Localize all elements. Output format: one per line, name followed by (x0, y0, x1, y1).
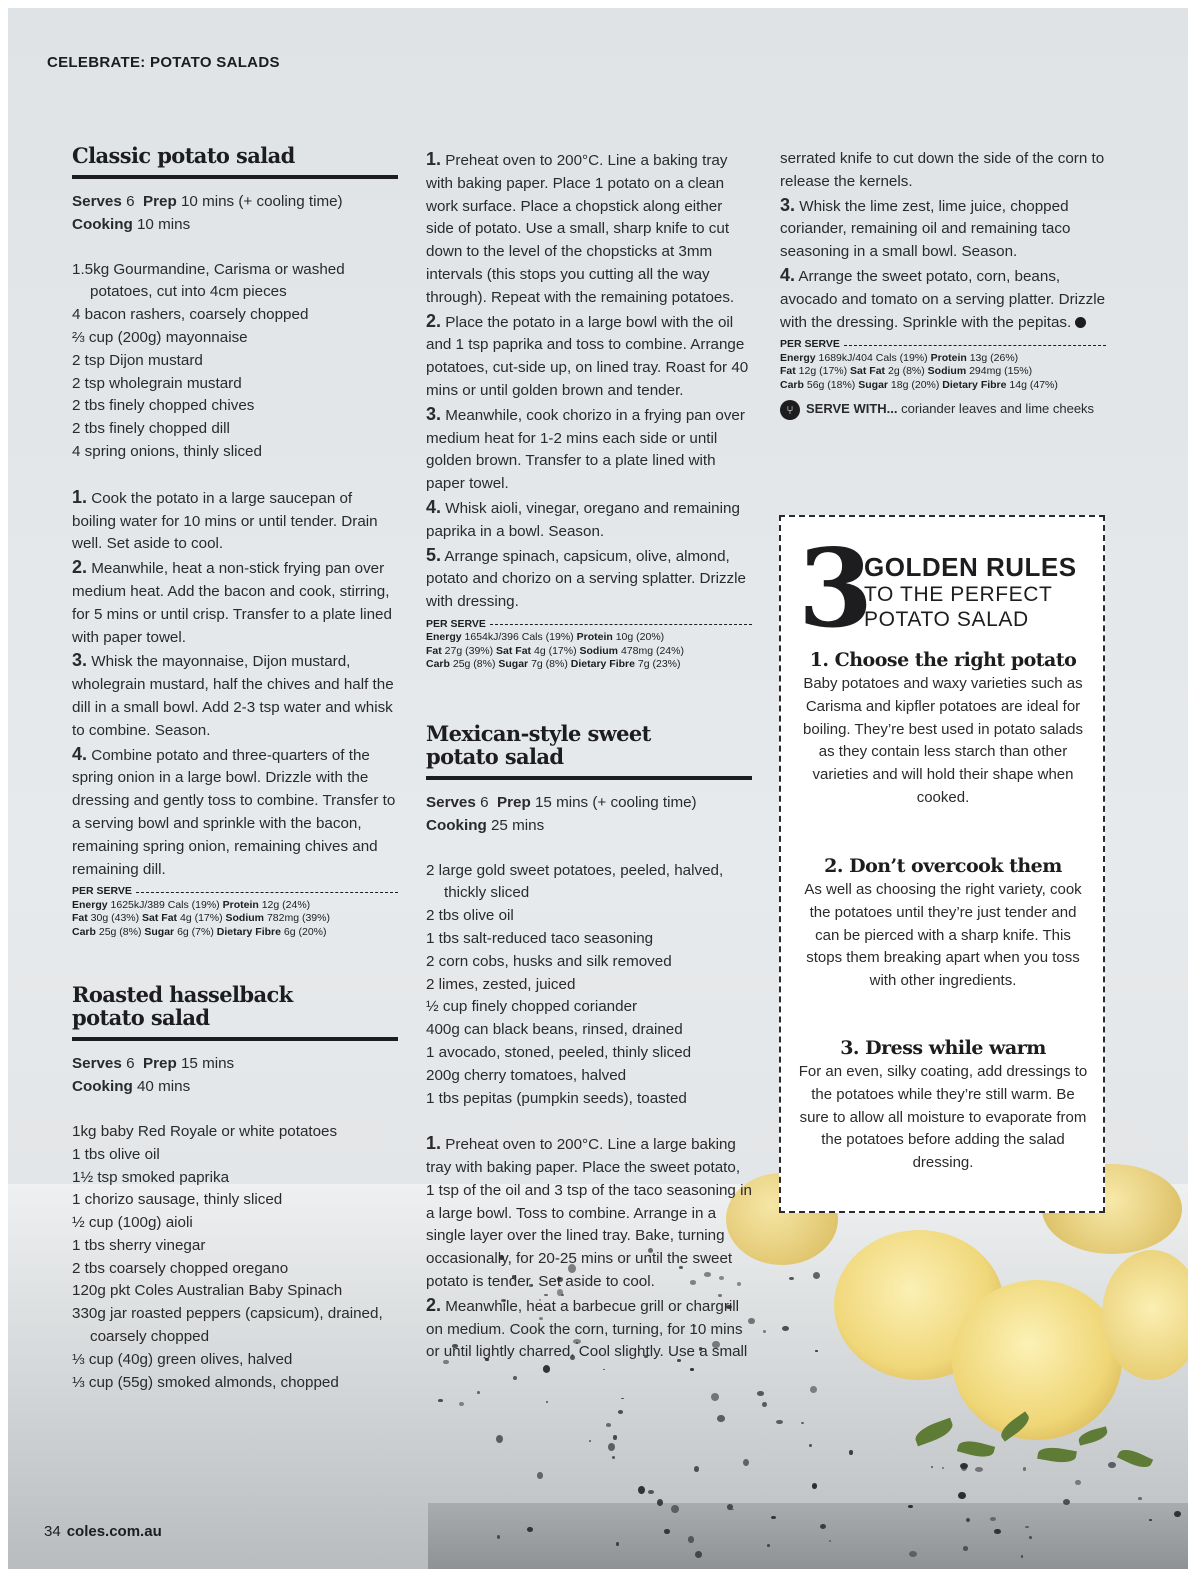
nutrient-value: 56g (18%) (806, 378, 856, 391)
speck (908, 1505, 913, 1508)
nutrient-value: 782mg (39%) (266, 912, 330, 925)
rule-3 (797, 1035, 1089, 1175)
method-step (426, 544, 752, 614)
box-heading-line3: POTATO SALAD (864, 608, 1029, 631)
speck (546, 1401, 548, 1403)
nutrient-value: 18g (20%) (890, 378, 940, 391)
nutrient-label: Carb (780, 378, 804, 391)
step-number: 4. (780, 264, 796, 285)
step-number: 4. (426, 496, 442, 517)
potato-photo (952, 1280, 1122, 1440)
ingredient-item: 2 tsp wholegrain mustard (72, 374, 242, 392)
nutrient-value: 25g (8%) (98, 925, 142, 938)
serves-value: 6 (126, 1055, 135, 1073)
speck (931, 1466, 933, 1467)
method-steps (72, 486, 398, 882)
rule-title: 1. Choose the right potato (809, 649, 1077, 671)
ingredient-item: 330g jar roasted peppers (capsicum), drained, coarsely chopped (72, 1305, 383, 1346)
method-step (426, 1294, 752, 1364)
nutrient-value: 478mg (24%) (620, 644, 684, 657)
nutrient-value: 27g (39%) (444, 644, 494, 657)
recipe-title (426, 722, 752, 768)
nutrient-value: 13g (26%) (969, 351, 1019, 364)
method-step (780, 194, 1106, 264)
nutrient-value: 6g (7%) (177, 925, 214, 938)
serves-label: Serves (72, 193, 122, 210)
step-text: Cook the potato in a large saucepan of boiling water for 10 mins or until tender. Drain well. Set aside to cool. (72, 489, 378, 553)
speck (690, 1368, 693, 1371)
nutrition-info (426, 618, 752, 672)
box-heading-line2: TO THE PERFECT (864, 583, 1053, 606)
ingredient-item: 2 tbs olive oil (426, 907, 514, 925)
speck (1025, 1526, 1029, 1528)
nutrient-label: Sat Fat (142, 912, 178, 925)
prep-label: Prep (496, 793, 531, 811)
method-step (426, 1132, 752, 1294)
nutrient-label: Energy (72, 898, 108, 911)
footer-site: coles.com.au (66, 1523, 162, 1540)
nutrition-row (426, 658, 752, 672)
nutrient-label: Energy (426, 631, 462, 644)
cooking-value: 40 mins (136, 1078, 191, 1096)
ingredient-item: 1 chorizo sausage, thinly sliced (72, 1191, 283, 1209)
speck (743, 1459, 749, 1466)
recipe-meta (72, 191, 398, 214)
prep-value: 15 mins (+ cooling time) (534, 793, 697, 811)
speck (762, 1402, 767, 1407)
nutrient-value: 14g (47%) (1009, 378, 1058, 391)
speck (612, 1456, 615, 1459)
recipe-title-line: Roasted hasselback (72, 982, 293, 1008)
step-number: 1. (426, 149, 442, 169)
ingredient-item: 120g pkt Coles Australian Baby Spinach (72, 1282, 343, 1300)
ingredient-item: ⅔ cup (200g) mayonnaise (72, 328, 248, 346)
dashed-rule (490, 624, 752, 625)
recipe-title-line: potato salad (426, 743, 564, 769)
method-step (426, 148, 752, 310)
nutrient-label: Fat (72, 912, 88, 925)
speck (1075, 1480, 1081, 1485)
rule-text: Baby potatoes and waxy varieties such as Carisma and kipfler potatoes are ideal for boiling. They’re best used in potato salads as they contain less starch than other varieties and will hold their shape when cooked. (803, 675, 1083, 806)
nutrition-row (72, 926, 398, 940)
nutrition-row (780, 365, 1106, 379)
box-heading (864, 552, 1077, 632)
step-number: 3. (72, 650, 88, 671)
nutrition-row (426, 645, 752, 659)
speck (960, 1463, 968, 1469)
speck (613, 1435, 617, 1440)
nutrition-row (426, 631, 752, 645)
recipe-meta (426, 815, 752, 838)
speck (789, 1277, 794, 1280)
nutrient-label: Dietary Fibre (570, 658, 635, 671)
page-number: 34 (44, 1523, 61, 1540)
nutrient-label: Fat (780, 365, 796, 378)
big-number: 3 (798, 526, 874, 652)
speck (994, 1529, 1000, 1534)
nutrient-label: Carb (72, 925, 96, 938)
recipe-meta (72, 1076, 398, 1099)
speck (757, 1391, 764, 1396)
step-number: 2. (426, 310, 442, 331)
cooking-value: 10 mins (136, 215, 191, 233)
nutrient-label: Sodium (927, 365, 967, 378)
section-label: CELEBRATE: POTATO SALADS (47, 54, 280, 71)
nutrient-value: 6g (20%) (283, 925, 327, 938)
end-mark-icon (1075, 317, 1086, 328)
speck (958, 1492, 965, 1499)
rule-text: For an even, silky coating, add dressings to the potatoes while they’re still warm. Be sure to allow all moisture to evaporate from the potatoes before adding the salad dressing. (798, 1063, 1088, 1172)
column-1 (72, 144, 398, 1394)
ingredient-item: 2 corn cobs, husks and silk removed (426, 952, 672, 970)
ingredient-item: 1kg baby Red Royale or white potatoes (72, 1122, 338, 1140)
nutrient-label: Protein (222, 898, 259, 911)
recipe-title-line: potato salad (72, 1005, 210, 1031)
speck (688, 1536, 694, 1542)
ingredient-list (72, 1121, 398, 1395)
serve-with-value: coriander leaves and lime cheeks (901, 401, 1095, 417)
nutrition-row (780, 352, 1106, 366)
recipe-title (72, 983, 398, 1029)
step-number: 5. (426, 544, 442, 565)
speck (527, 1527, 533, 1532)
speck (801, 1422, 804, 1424)
nutrient-label: Protein (930, 351, 967, 364)
nutrient-label: Sat Fat (850, 365, 886, 378)
nutrient-label: Carb (426, 658, 450, 671)
step-text: Meanwhile, cook chorizo in a frying pan over medium heat for 1-2 mins each side or until golden brown. Transfer to a plate lined with paper towel. (426, 406, 745, 493)
step-number: 2. (72, 557, 88, 578)
speck (810, 1386, 817, 1394)
nutrient-label: Sugar (144, 925, 175, 938)
step-number: 2. (426, 1294, 442, 1315)
step-number: 4. (72, 743, 88, 764)
speck (1149, 1519, 1152, 1521)
speck (815, 1350, 817, 1351)
cooking-value: 25 mins (490, 816, 545, 834)
speck (694, 1466, 699, 1472)
per-serve-heading (72, 885, 398, 899)
prep-label: Prep (142, 1055, 177, 1073)
speck (1174, 1511, 1181, 1517)
nutrition-row (780, 379, 1106, 393)
prep-label: Prep (142, 193, 177, 210)
prep-value: 15 mins (180, 1055, 235, 1073)
serves-label: Serves (72, 1055, 122, 1073)
ingredient-item: ½ cup (100g) aioli (72, 1214, 193, 1232)
ingredient-item: 1 tbs olive oil (72, 1145, 160, 1163)
ingredient-item: 1 tbs pepitas (pumpkin seeds), toasted (426, 1089, 687, 1107)
nutrient-value: 25g (8%) (452, 658, 496, 671)
speck (909, 1551, 917, 1557)
serves-label: Serves (426, 793, 476, 811)
step-text: Arrange spinach, capsicum, olive, almond, potato and chorizo on a serving splatter. Drizzle with dressing. (426, 547, 746, 611)
step-text: Whisk the lime zest, lime juice, chopped coriander, remaining oil and remaining taco seasoning in a small bowl. Season. (780, 197, 1071, 261)
per-serve-label: PER SERVE (72, 885, 132, 898)
ingredient-item: ⅓ cup (40g) green olives, halved (72, 1350, 293, 1368)
column-3 (780, 148, 1106, 420)
ingredient-item: 2 tsp Dijon mustard (72, 351, 203, 369)
step-text: Preheat oven to 200°C. Line a large baking tray with baking paper. Place the sweet potato, 1 tsp of the oil and 3 tsp of the taco seasoning in a large bowl. Toss to combine. Arrange in a single layer over the lined tray. Bake, turning occasionally, for 20-25 mins or until the sweet potato is tender. Set aside to cool. (426, 1136, 752, 1291)
nutrient-value: 30g (43%) (90, 912, 140, 925)
nutrition-info (780, 338, 1106, 392)
nutrient-value: 4g (17%) (179, 912, 223, 925)
nutrient-value: 10g (20%) (615, 631, 665, 644)
cooking-label: Cooking (72, 215, 133, 233)
serves-value: 6 (126, 193, 135, 210)
magazine-page (8, 8, 1188, 1569)
ingredient-item: 400g can black beans, rinsed, drained (426, 1021, 683, 1039)
step-text: Arrange the sweet potato, corn, beans, avocado and tomato on a serving platter. Drizzle with the dressing. Sprinkle with the pepitas. (780, 267, 1106, 331)
serve-with-label: SERVE WITH... (806, 401, 898, 417)
title-rule (72, 1037, 398, 1041)
recipe-meta (72, 1053, 398, 1076)
nutrient-label: Dietary Fibre (216, 925, 281, 938)
ingredient-item: 2 tbs coarsely chopped oregano (72, 1259, 289, 1277)
nutrition-info (72, 885, 398, 939)
rule-title: 2. Don’t overcook them (824, 855, 1062, 877)
nutrient-value: 7g (8%) (531, 658, 568, 671)
ingredient-item: 2 limes, zested, juiced (426, 975, 576, 993)
nutrient-value: 4g (17%) (533, 644, 577, 657)
nutrient-value: 1689kJ/404 Cals (19%) (818, 351, 928, 364)
speck (711, 1393, 719, 1401)
nutrient-value: 1654kJ/396 Cals (19%) (464, 631, 574, 644)
title-rule (426, 776, 752, 780)
recipe-meta (426, 792, 752, 815)
ingredient-list (72, 259, 398, 464)
cooking-label: Cooking (72, 1078, 133, 1096)
nutrient-value: 1625kJ/389 Cals (19%) (110, 898, 220, 911)
per-serve-heading (426, 618, 752, 632)
nutrient-value: 7g (23%) (637, 658, 681, 671)
ingredient-item: 1.5kg Gourmandine, Carisma or washed potatoes, cut into 4cm pieces (72, 260, 345, 301)
method-step (72, 556, 398, 649)
ingredient-item: 1 tbs sherry vinegar (72, 1236, 206, 1254)
per-serve-label: PER SERVE (426, 617, 486, 630)
serve-with-text (806, 400, 1094, 417)
ingredient-item: 1 tbs salt-reduced taco seasoning (426, 929, 654, 947)
rule-1 (797, 647, 1089, 810)
ingredient-item: 4 spring onions, thinly sliced (72, 442, 262, 460)
column-2 (426, 148, 752, 1364)
rule-2 (797, 853, 1089, 993)
method-step (72, 649, 398, 742)
speck (1108, 1462, 1115, 1468)
dashed-rule (136, 892, 398, 893)
step-text: Preheat oven to 200°C. Line a baking tray with baking paper. Place 1 potato on a clean work surface. Place a chopstick along either side of potato. Use a small, sharp knife to cut down to the level of the chopsticks at 3mm intervals (this stops you cutting all the way through). Repeat with the remaining potatoes. (426, 152, 735, 306)
nutrient-label: Sugar (858, 378, 888, 391)
nutrition-row (72, 912, 398, 926)
speck (671, 1505, 679, 1513)
step-text: Whisk aioli, vinegar, oregano and remaining paprika in a bowl. Season. (426, 499, 740, 540)
title-rule (72, 175, 398, 179)
rule-title: 3. Dress while warm (840, 1037, 1046, 1059)
nutrient-label: Sat Fat (496, 644, 532, 657)
nutrient-label: Protein (576, 631, 613, 644)
step-text: Combine potato and three-quarters of the spring onion in a large bowl. Drizzle with the dressing and gently toss to combine. Transfer to a serving bowl and sprinkle with the bacon, remaining spring onion, remaining chives and remaining dill. (72, 746, 396, 878)
nutrient-label: Dietary Fibre (942, 378, 1007, 391)
method-step (426, 496, 752, 544)
page-footer (44, 1523, 162, 1540)
step-text: Meanwhile, heat a barbecue grill or chargrill on medium. Cook the corn, turning, for 10 mins or until lightly charred. Cool slightly. Use a small (426, 1297, 748, 1361)
recipe-title: Classic potato salad (72, 143, 295, 168)
ingredient-item: 1 avocado, stoned, peeled, thinly sliced (426, 1043, 692, 1061)
stone-slab-edge (428, 1503, 1188, 1569)
nutrient-label: Fat (426, 644, 442, 657)
speck (717, 1415, 724, 1422)
speck (782, 1326, 789, 1331)
speck (695, 1551, 702, 1558)
nutrient-value: 2g (8%) (887, 365, 925, 378)
speck (849, 1450, 853, 1455)
speck (975, 1467, 983, 1472)
ingredient-item: ½ cup finely chopped coriander (426, 998, 638, 1016)
method-steps (426, 148, 752, 614)
speck (963, 1546, 969, 1551)
method-step (426, 310, 752, 403)
method-steps (426, 1132, 752, 1364)
step-number: 3. (780, 194, 796, 215)
cooking-label: Cooking (426, 816, 487, 834)
per-serve-heading (780, 338, 1106, 352)
nutrient-label: Energy (780, 351, 816, 364)
method-steps (780, 194, 1106, 335)
step-number: 3. (426, 403, 442, 424)
recipe-title-line: Mexican-style sweet (426, 720, 651, 746)
step-number: 1. (426, 1133, 442, 1154)
box-heading-line1: GOLDEN RULES (864, 552, 1077, 582)
step-continuation: serrated knife to cut down the side of the corn to release the kernels. (780, 150, 1105, 190)
prep-value: 10 mins (+ cooling time) (180, 193, 343, 210)
speck (438, 1399, 443, 1402)
speck (618, 1410, 623, 1414)
speck (1063, 1499, 1070, 1505)
speck (664, 1529, 670, 1534)
ingredient-item: 4 bacon rashers, coarsely chopped (72, 306, 309, 324)
serve-with (780, 400, 1106, 420)
speck (771, 1516, 776, 1519)
rule-text: As well as choosing the right variety, cook the potatoes until they’re just tender and can be pierced with a sharp knife. This stops them breaking apart when you toss with other ingredients. (804, 881, 1082, 990)
golden-rules-box (779, 515, 1105, 1213)
nutrient-value: 12g (17%) (798, 365, 848, 378)
method-step (72, 486, 398, 556)
nutrient-label: Sugar (498, 658, 529, 671)
ingredient-item: 1½ tsp smoked paprika (72, 1168, 230, 1186)
step-text: Place the potato in a large bowl with the oil and 1 tsp paprika and toss to combine. Arrange potatoes, cut-side up, on lined tray. Roast for 40 mins or until golden brown and tender. (426, 313, 749, 399)
nutrient-value: 12g (24%) (261, 898, 311, 911)
nutrient-value: 294mg (15%) (969, 365, 1033, 378)
method-step (426, 403, 752, 496)
per-serve-label: PER SERVE (780, 338, 840, 351)
speck (537, 1472, 543, 1479)
speck (477, 1391, 480, 1394)
cutlery-icon: ⑂ (780, 400, 800, 420)
nutrient-label: Sodium (579, 644, 619, 657)
ingredient-item: ⅓ cup (55g) smoked almonds, chopped (72, 1373, 339, 1391)
step-number: 1. (72, 486, 88, 507)
ingredient-list (426, 860, 752, 1111)
serves-value: 6 (480, 793, 489, 811)
nutrition-row (72, 899, 398, 913)
ingredient-item: 2 large gold sweet potatoes, peeled, halved, thickly sliced (426, 861, 724, 902)
method-step (72, 743, 398, 882)
recipe-meta (72, 214, 398, 237)
dashed-rule (844, 345, 1106, 346)
ingredient-item: 2 tbs finely chopped dill (72, 420, 230, 438)
speck (767, 1544, 770, 1547)
step-text: Whisk the mayonnaise, Dijon mustard, wholegrain mustard, half the chives and half the dill in a small bowl. Add 2-3 tsp water and whisk to combine. Season. (72, 653, 394, 739)
ingredient-item: 2 tbs finely chopped chives (72, 397, 255, 415)
ingredient-item: 200g cherry tomatoes, halved (426, 1066, 627, 1084)
nutrient-label: Sodium (225, 912, 265, 925)
step-text: Meanwhile, heat a non-stick frying pan over medium heat. Add the bacon and cook, stirring, for 5 mins or until crisp. Transfer to a plate lined with paper towel. (72, 560, 392, 646)
method-step (780, 264, 1106, 334)
